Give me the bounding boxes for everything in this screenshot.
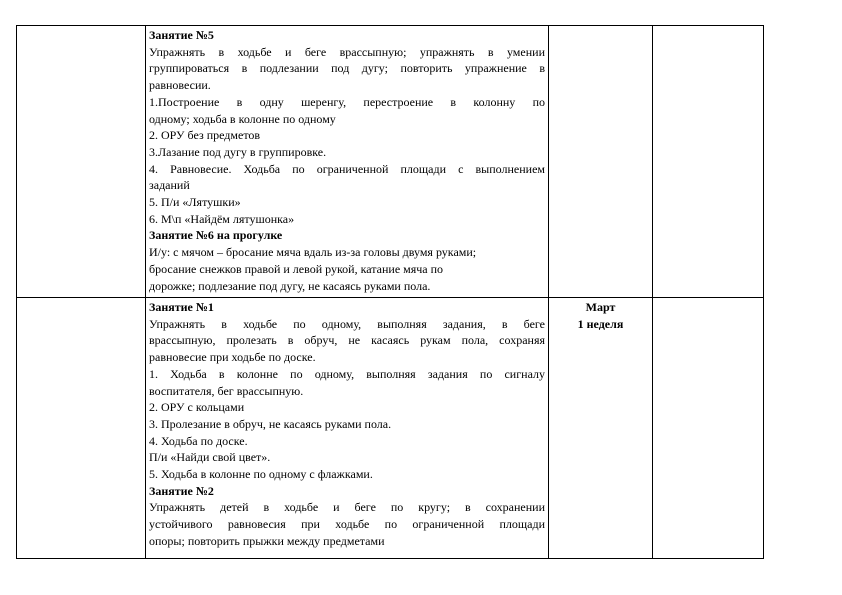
text-line: бросание снежков правой и левой рукой, катание мяча по [149, 261, 444, 276]
text-line: И/у: с мячом – бросание мяча вдаль из-за головы двумя руками; [149, 245, 477, 260]
table-cell-content [146, 26, 549, 298]
table-cell-empty [653, 26, 764, 298]
lesson-plan-table [16, 25, 764, 559]
text-line: врассыпную, пролезать в обруч, не касаясь рукам пола, сохраняя [149, 333, 545, 348]
list-item: 6. М\п «Найдём лятушонка» [149, 211, 295, 226]
list-item: П/и «Найди свой цвет». [149, 450, 271, 465]
text-line: Упражнять в ходьбе и беге врассыпную; упражнять в умении [149, 44, 545, 59]
lesson-title: Занятие №2 [149, 483, 214, 498]
text-line: группироваться в подлезании под дугу; повторить упражнение в [149, 61, 545, 76]
text-line: равновесии. [149, 78, 211, 93]
table-cell-content [146, 298, 549, 559]
list-item: 3. Пролезание в обруч, не касаясь руками пола. [149, 416, 392, 431]
table-row [17, 298, 764, 559]
list-item: 5. Ходьба в колонне по одному с флажками. [149, 467, 373, 482]
lesson-title: Занятие №6 на прогулке [149, 228, 283, 243]
list-item: воспитателя, бег врассыпную. [149, 383, 304, 398]
lesson-title: Занятие №1 [149, 300, 214, 314]
list-item: 2. ОРУ без предметов [149, 128, 261, 143]
list-item: 4. Ходьба по доске. [149, 433, 248, 448]
list-item: 5. П/и «Лятушки» [149, 195, 241, 210]
text-line: дорожке; подлезание под дугу, не касаясь руками пола. [149, 278, 431, 293]
text-line: устойчивого равновесия при ходьбе по ограниченной площади [149, 517, 545, 532]
list-item: 3.Лазание под дугу в группировке. [149, 144, 327, 159]
text-line: опоры; повторить прыжки между предметами [149, 533, 385, 548]
list-item: 1.Построение в одну шеренгу, перестроение в колонну по [149, 94, 545, 109]
text-line: Упражнять детей в ходьбе и беге по кругу; в сохранении [149, 500, 545, 515]
list-item: 2. ОРУ с кольцами [149, 400, 245, 415]
list-item: 1. Ходьба в колонне по одному, выполняя задания по сигналу [149, 366, 545, 381]
table-cell-empty [17, 298, 146, 559]
table-cell-empty [17, 26, 146, 298]
list-item: заданий [149, 178, 190, 193]
list-item: одному; ходьба в колонне по одному [149, 111, 336, 126]
text-line: Упражнять в ходьбе по одному, выполняя задания, в беге [149, 316, 545, 331]
lesson-title: Занятие №5 [149, 28, 214, 42]
date-cell [549, 298, 653, 559]
week-label: 1 неделя [577, 316, 624, 331]
table-cell-empty [653, 298, 764, 559]
table-row [17, 26, 764, 298]
list-item: 4. Равновесие. Ходьба по ограниченной площади с выполнением [149, 161, 545, 176]
table-cell-empty [549, 26, 653, 298]
month-label: Март [585, 300, 616, 314]
text-line: равновесие при ходьбе по доске. [149, 350, 316, 365]
